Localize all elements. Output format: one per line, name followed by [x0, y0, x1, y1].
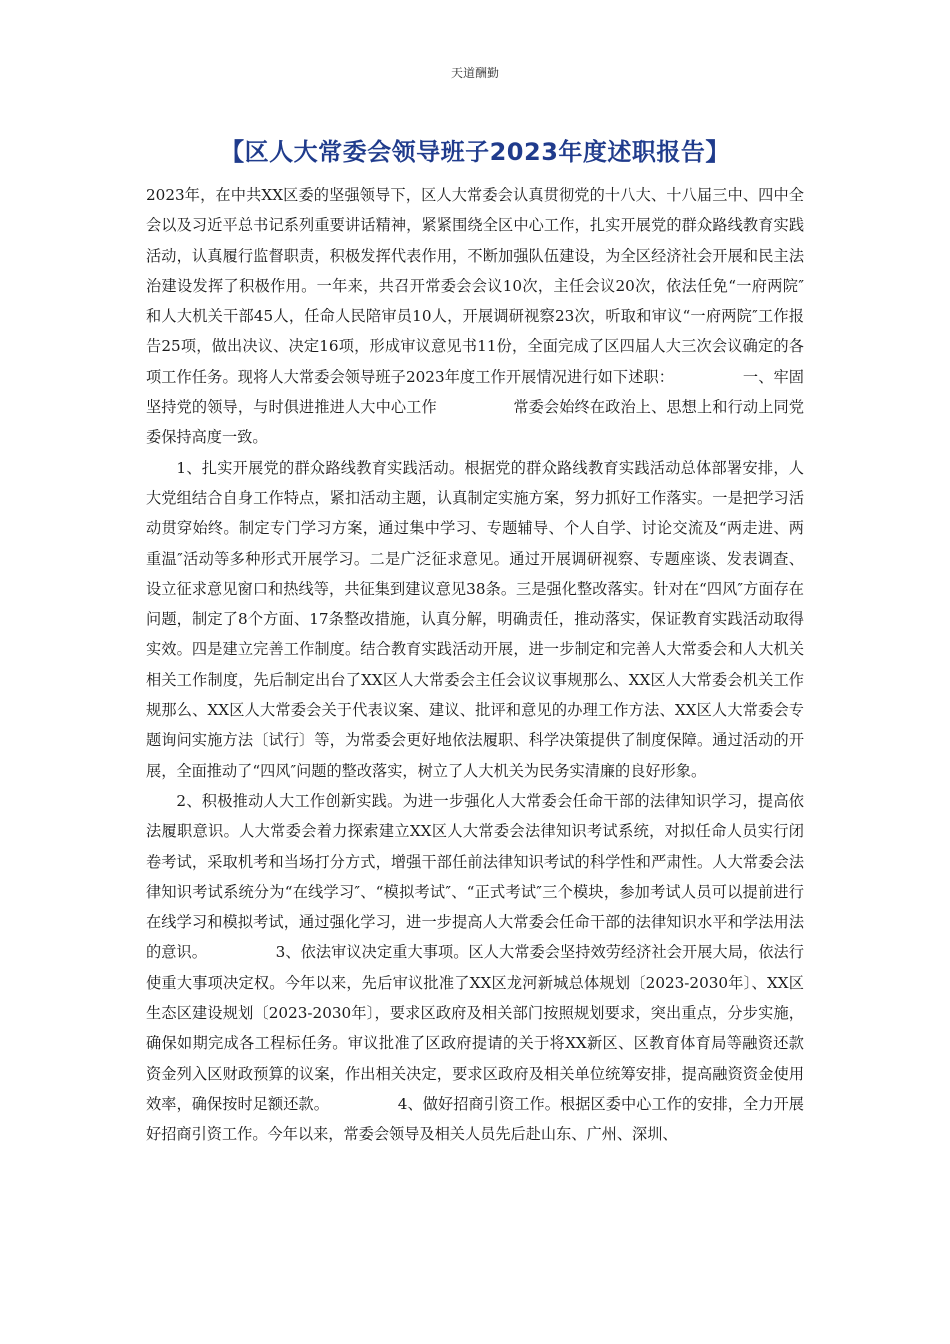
paragraph-item-2: 2、积极推动人大工作创新实践。为进一步强化人大常委会任命干部的法律知识学习，提高依法履职意识。人大常委会着力探索建立XX区人大常委会法律知识考试系统，对拟任命人员实行闭卷考试，采取机考和当场打分方式，增强干部任前法律知识考试的科学性和严肃性。人大常委会法律知识考试系统分为“在线学习″、“模拟考试″、“正式考试″三个模块，参加考试人员可以提前进行在线学习和模拟考试，通过强化学习，进一步提高人大常委会任命干部的法律知识水平和学法用法的意识。 3、依法审议决定重大事项。区人大常委会坚持效劳经济社会开展大局，依法行使重大事项决定权。今年以来，先后审议批准了XX区龙河新城总体规划〔2023-2030年〕、XX区生态区建设规划〔2023-2030年〕，要求区政府及相关部门按照规划要求，突出重点，分步实施，确保如期完成各工程标任务。审议批准了区政府提请的关于将XX新区、区教育体育局等融资还款资金列入区财政预算的议案，作出相关决定，要求区政府及相关单位统筹安排，提高融资资金使用效率，确保按时足额还款。 4、做好招商引资工作。根据区委中心工作的安排，全力开展好招商引资工作。今年以来，常委会领导及相关人员先后赴山东、广州、深圳、 [146, 791, 804, 1144]
document-title: 【区人大常委会领导班子2023年度述职报告】 [220, 138, 730, 166]
paragraph-intro: 2023年，在中共XX区委的坚强领导下，区人大常委会认真贯彻党的十八大、十八届三中、四中全会以及习近平总书记系列重要讲话精神，紧紧围绕全区中心工作，扎实开展党的群众路线教育实践活动，认真履行监督职责，积极发挥代表作用，不断加强队伍建设，为全区经济社会开展和民主法治建设发挥了积极作用。一年来，共召开常委会会议10次，主任会议20次，依法任免“一府两院″和人大机关干部45人，任命人民陪审员10人，开展调研视察23次，听取和审议“一府两院″工作报告25项，做出决议、决定16项，形成审议意见书11份，全面完成了区四届人大三次会议确定的各项工作任务。现将人大常委会领导班子2023年度工作开展情况进行如下述职： 一、牢固坚持党的领导，与时俱进推进人大中心工作 常委会始终在政治上、思想上和行动上同党委保持高度一致。 [146, 186, 804, 447]
paragraph-item-1: 1、扎实开展党的群众路线教育实践活动。根据党的群众路线教育实践活动总体部署安排，人大党组结合自身工作特点，紧扣活动主题，认真制定实施方案，努力抓好工作落实。一是把学习活动贯穿始终。制定专门学习方案，通过集中学习、专题辅导、个人自学、讨论交流及“两走进、两重温″活动等多种形式开展学习。二是广泛征求意见。通过开展调研视察、专题座谈、发表调查、设立征求意见窗口和热线等，共征集到建议意见38条。三是强化整改落实。针对在“四风″方面存在问题，制定了8个方面、17条整改措施，认真分解，明确责任，推动落实，保证教育实践活动取得实效。四是建立完善工作制度。结合教育实践活动开展，进一步制定和完善人大常委会和人大机关相关工作制度，先后制定出台了XX区人大常委会主任会议议事规那么、XX区人大常委会机关工作规那么、XX区人大常委会关于代表议案、建议、批评和意见的办理工作方法、XX区人大常委会专题询问实施方法〔试行〕等，为常委会更好地依法履职、科学决策提供了制度保障。通过活动的开展，全面推动了“四风″问题的整改落实，树立了人大机关为民务实清廉的良好形象。 [146, 458, 804, 780]
page-header: 天道酬勤 [450, 66, 499, 80]
document-body [146, 180, 804, 1150]
